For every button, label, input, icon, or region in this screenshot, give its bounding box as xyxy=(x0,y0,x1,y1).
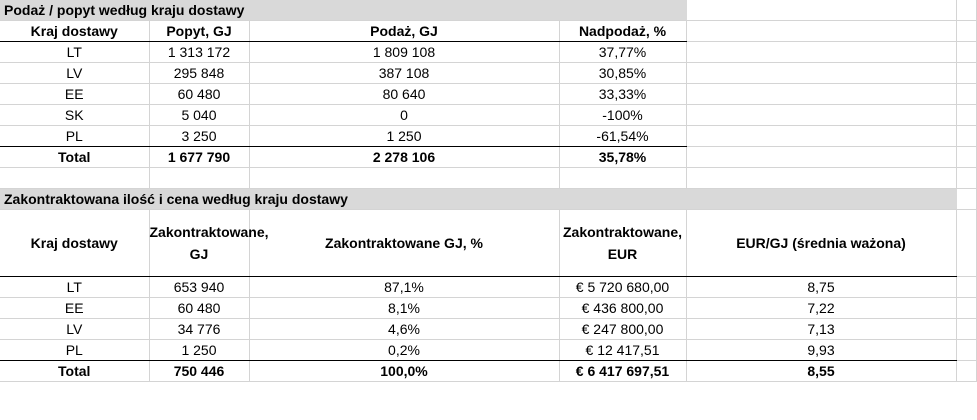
column-header[interactable]: Kraj dostawy xyxy=(0,21,149,42)
cell[interactable] xyxy=(956,63,976,84)
contracted-gj-cell[interactable]: 60 480 xyxy=(149,298,249,319)
demand-cell[interactable]: 1 313 172 xyxy=(149,42,249,63)
contracted-share-cell[interactable]: 8,1% xyxy=(249,298,559,319)
total-row xyxy=(0,361,976,382)
table-row xyxy=(0,126,976,147)
table-row xyxy=(0,84,976,105)
cell[interactable] xyxy=(686,126,956,147)
country-cell[interactable]: PL xyxy=(0,340,149,361)
header-row xyxy=(0,210,976,277)
table-row xyxy=(0,298,976,319)
column-header[interactable]: Zakontraktowane GJ, % xyxy=(249,210,559,277)
table-row xyxy=(0,42,976,63)
contracted-share-cell[interactable]: 87,1% xyxy=(249,277,559,298)
cell[interactable] xyxy=(249,168,559,189)
contracted-gj-cell[interactable]: 653 940 xyxy=(149,277,249,298)
cell[interactable] xyxy=(956,42,976,63)
supply-cell[interactable]: 1 809 108 xyxy=(249,42,559,63)
oversupply-cell[interactable]: 30,85% xyxy=(559,63,686,84)
country-cell[interactable]: LV xyxy=(0,319,149,340)
contracted-gj-cell[interactable]: 34 776 xyxy=(149,319,249,340)
demand-cell[interactable]: 5 040 xyxy=(149,105,249,126)
supply-demand-title[interactable]: Podaż / popyt według kraju dostawy xyxy=(0,0,686,21)
eur-per-gj-cell[interactable]: 9,93 xyxy=(686,340,956,361)
contracted-eur-cell[interactable]: € 247 800,00 xyxy=(559,319,686,340)
oversupply-cell[interactable]: 33,33% xyxy=(559,84,686,105)
cell[interactable] xyxy=(686,0,956,21)
cell[interactable] xyxy=(956,361,976,382)
total-label[interactable]: Total xyxy=(0,361,149,382)
contracted-title[interactable]: Zakontraktowana ilość i cena według kraju dostawy xyxy=(0,189,956,210)
oversupply-cell[interactable]: -100% xyxy=(559,105,686,126)
country-cell[interactable]: EE xyxy=(0,298,149,319)
oversupply-cell[interactable]: 37,77% xyxy=(559,42,686,63)
cell[interactable] xyxy=(686,147,956,168)
total-contracted-gj[interactable]: 750 446 xyxy=(149,361,249,382)
table-row xyxy=(0,277,976,298)
contracted-eur-cell[interactable]: € 5 720 680,00 xyxy=(559,277,686,298)
total-supply[interactable]: 2 278 106 xyxy=(249,147,559,168)
country-cell[interactable]: LT xyxy=(0,277,149,298)
cell[interactable] xyxy=(956,210,976,277)
cell[interactable] xyxy=(956,126,976,147)
cell[interactable] xyxy=(956,340,976,361)
cell[interactable] xyxy=(956,0,976,21)
total-contracted-share[interactable]: 100,0% xyxy=(249,361,559,382)
table-row xyxy=(0,63,976,84)
country-cell[interactable]: SK xyxy=(0,105,149,126)
cell[interactable] xyxy=(686,42,956,63)
cell[interactable] xyxy=(956,168,976,189)
cell[interactable] xyxy=(149,168,249,189)
column-header[interactable]: Zakontraktowane, EUR xyxy=(559,210,686,277)
country-cell[interactable]: LV xyxy=(0,63,149,84)
column-header[interactable]: Nadpodaż, % xyxy=(559,21,686,42)
table-row xyxy=(0,105,976,126)
cell[interactable] xyxy=(956,105,976,126)
contracted-share-cell[interactable]: 0,2% xyxy=(249,340,559,361)
total-eur-per-gj[interactable]: 8,55 xyxy=(686,361,956,382)
cell[interactable] xyxy=(956,277,976,298)
table-row xyxy=(0,319,976,340)
country-cell[interactable]: EE xyxy=(0,84,149,105)
total-contracted-eur[interactable]: € 6 417 697,51 xyxy=(559,361,686,382)
cell[interactable] xyxy=(956,21,976,42)
total-row xyxy=(0,147,976,168)
cell[interactable] xyxy=(956,189,976,210)
contracted-eur-cell[interactable]: € 12 417,51 xyxy=(559,340,686,361)
cell[interactable] xyxy=(686,63,956,84)
supply-cell[interactable]: 80 640 xyxy=(249,84,559,105)
column-header[interactable]: Popyt, GJ xyxy=(149,21,249,42)
cell[interactable] xyxy=(956,84,976,105)
contracted-gj-cell[interactable]: 1 250 xyxy=(149,340,249,361)
country-cell[interactable]: PL xyxy=(0,126,149,147)
country-cell[interactable]: LT xyxy=(0,42,149,63)
cell[interactable] xyxy=(559,168,686,189)
total-oversupply[interactable]: 35,78% xyxy=(559,147,686,168)
total-label[interactable]: Total xyxy=(0,147,149,168)
cell[interactable] xyxy=(686,105,956,126)
eur-per-gj-cell[interactable]: 7,22 xyxy=(686,298,956,319)
demand-cell[interactable]: 60 480 xyxy=(149,84,249,105)
supply-cell[interactable]: 0 xyxy=(249,105,559,126)
supply-cell[interactable]: 387 108 xyxy=(249,63,559,84)
cell[interactable] xyxy=(0,168,149,189)
column-header[interactable]: Podaż, GJ xyxy=(249,21,559,42)
section-title-row xyxy=(0,0,976,21)
demand-cell[interactable]: 3 250 xyxy=(149,126,249,147)
cell[interactable] xyxy=(686,168,956,189)
oversupply-cell[interactable]: -61,54% xyxy=(559,126,686,147)
cell[interactable] xyxy=(956,319,976,340)
header-row xyxy=(0,21,976,42)
eur-per-gj-cell[interactable]: 7,13 xyxy=(686,319,956,340)
empty-row xyxy=(0,168,976,189)
total-demand[interactable]: 1 677 790 xyxy=(149,147,249,168)
column-header[interactable]: Kraj dostawy xyxy=(0,210,149,277)
section-title-row xyxy=(0,189,976,210)
cell[interactable] xyxy=(686,84,956,105)
contracted-eur-cell[interactable]: € 436 800,00 xyxy=(559,298,686,319)
cell[interactable] xyxy=(686,21,956,42)
column-header[interactable]: EUR/GJ (średnia ważona) xyxy=(686,210,956,277)
contracted-share-cell[interactable]: 4,6% xyxy=(249,319,559,340)
column-header[interactable]: Zakontraktowane, GJ xyxy=(149,210,249,277)
cell[interactable] xyxy=(956,298,976,319)
eur-per-gj-cell[interactable]: 8,75 xyxy=(686,277,956,298)
demand-cell[interactable]: 295 848 xyxy=(149,63,249,84)
table-row xyxy=(0,340,976,361)
supply-cell[interactable]: 1 250 xyxy=(249,126,559,147)
cell[interactable] xyxy=(956,147,976,168)
